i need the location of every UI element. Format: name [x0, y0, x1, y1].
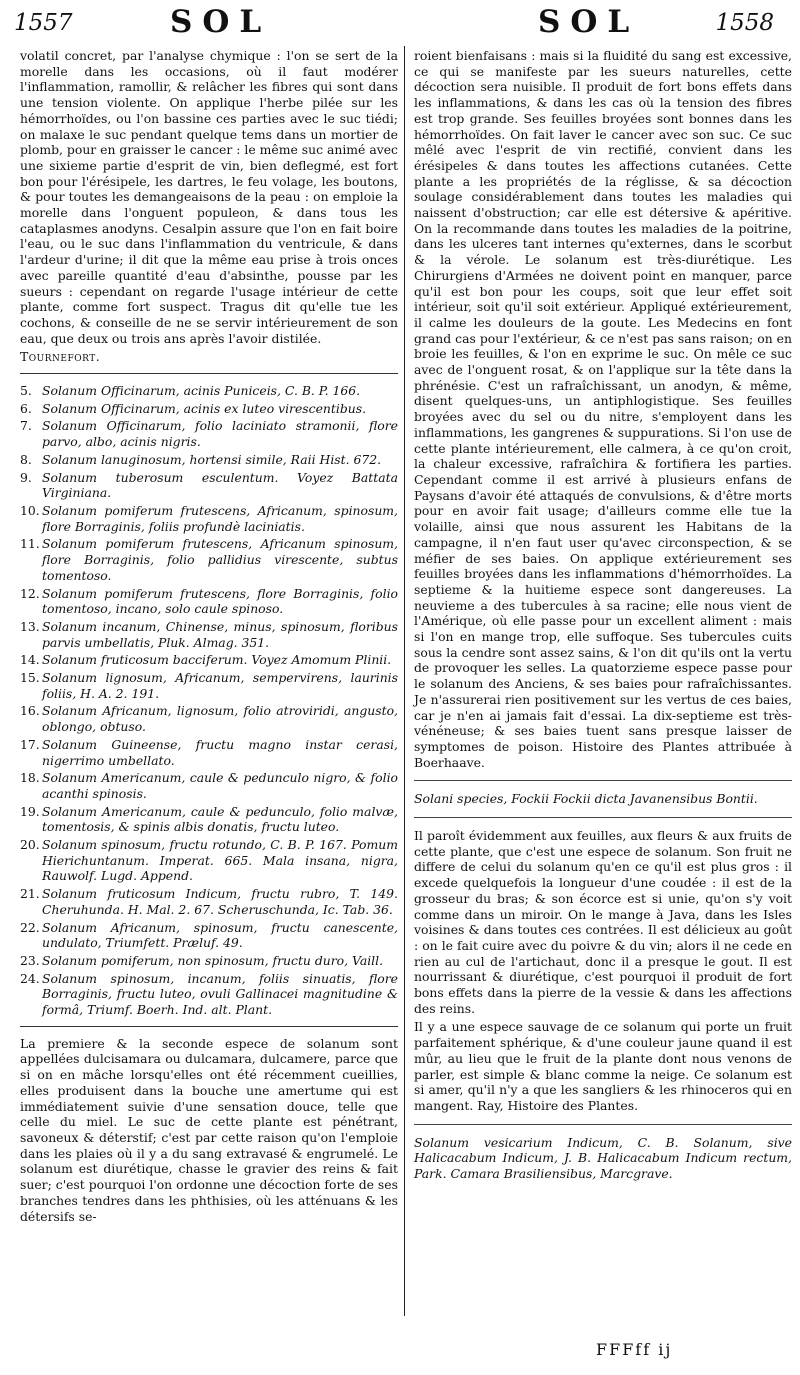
entry-number: 14. — [20, 652, 40, 668]
species-entry — [20, 703, 398, 734]
entry-number: 5. — [20, 383, 32, 399]
species-entry — [20, 401, 398, 417]
species-entry — [20, 837, 398, 884]
paragraph-java-fruit: Il paroît évidemment aux feuilles, aux fleurs & aux fruits de cette plante, que c'est une espece de solanum. Son fruit ne differe de celui du solanum qu'en ce qu'il est plus gros : il excede quelquefois la longueur d'une coudée : il est de la grosseur du bras; & son écorce est si unie, qu'on s'y voit comme dans un miroir. On le mange à Java, dans les Isles voisines & dans toutes ces contrées. Il est délicieux au goût : on le fait cuire avec du poivre & du vin; alors il ne cede en rien au cul de l'artichaut, donc il a presque le gout. Il est nourrissant & diurétique, c'est pourquoi il produit de fort bons effets dans la pierre de la vessie & dans les affections des reins. — [414, 828, 792, 1016]
species-entry — [20, 470, 398, 501]
species-entry — [20, 652, 398, 668]
entry-text: Solanum spinosum, fructu rotundo, C. B. P. 167. Pomum Hierichuntanum. Imperat. 665. Mala insana, nigra, Rauwolf. Lugd. Append. — [42, 837, 398, 884]
entry-text: Solanum fruticosum bacciferum. Voyez Amomum Plinii. — [42, 652, 392, 668]
running-header — [0, 0, 800, 44]
entry-number: 19. — [20, 803, 40, 819]
species-entry — [20, 418, 398, 449]
species-entry — [20, 971, 398, 1018]
entry-text: Solanum tuberosum esculentum. Voyez Battata Virginiana. — [42, 469, 398, 501]
entry-number: 6. — [20, 400, 32, 416]
paragraph-dulcamara: La premiere & la seconde espece de solanum sont appellées dulcisamara ou dulcamara, dulcamere, parce que si on en mâche lorsqu'elles ont été récemment cueillies, elles produisent dans la bouche une amertume qui est immédiatement suivie d'une sensation douce, telle que celle du miel. Le suc de cette plante est pénétrant, savoneux & déterstif; c'est par cette raison qu'on l'emploie dans les plaies où il y a du sang extravasé & engrumelé. Le solanum est diurétique, chasse le gravier des reins & fait suer; c'est pourquoi l'on ordonne une décoction forte de ses branches tendres dans les phthisies, où les atténuans & les détersifs se- — [20, 1035, 398, 1224]
species-entry — [20, 737, 398, 768]
entry-text: Solanum Guineense, fructu magno instar cerasi, nigerrimo umbellato. — [42, 736, 398, 768]
species-entry — [20, 503, 398, 534]
entry-number: 10. — [20, 502, 40, 518]
entry-text: Solanum pomiferum frutescens, flore Borraginis, folio tomentoso, incano, solo caule spinoso. — [42, 585, 398, 617]
paragraph-morelle: volatil concret, par l'analyse chymique : l'on se sert de la morelle dans les occasions, où il faut modérer l'inflammation, ramollir, & relâcher les fibres qui sont dans une tension violente. On applique l'herbe pilée sur les hémorrhoïdes, ou l'on bassine ces parties avec le suc tiédi; on malaxe le suc pendant quelque tems dans un mortier de plomb, pour en graisser le cancer : le même suc animé avec une sixieme partie d'esprit de vin, bien deflegmé, est fort bon pour l'érésipele, les dartres, le feu volage, les boutons, & pour toutes les demangeaisons de la peau : on emploie la morelle dans l'onguent populeon, & dans tous les cataplasmes anodyns. Cesalpin assure que l'on en fait boire l'eau, ou le suc dans l'inflammation du ventricule, & dans l'ardeur d'urine; il dit que la même eau prise à trois onces avec pareille quantité d'eau d'absinthe, pousse par les sueurs : cependant on regarde l'usage intérieur de cette plante, comme fort suspect. Tragus dit qu'elle tue les cochons, & conseille de ne se servir intérieurement de son eau, que deux ou trois ans après l'avoir distilée. — [20, 48, 398, 346]
signature-mark: FFFff ij — [596, 1340, 673, 1359]
species-entry — [20, 619, 398, 650]
species-entry — [20, 804, 398, 835]
entry-text: Solanum pomiferum frutescens, Africanum spinosum, flore Borraginis, folio pallidius virescente, subtus tomentoso. — [42, 536, 398, 583]
entry-text: Solanum Africanum, spinosum, fructu canescente, undulato, Triumfett. Præluf. 49. — [42, 919, 398, 951]
entry-number: 11. — [20, 536, 40, 552]
entry-number: 18. — [20, 770, 40, 786]
entry-text: Solanum pomiferum frutescens, Africanum, spinosum, flore Borraginis, foliis profundè laciniatis. — [42, 502, 398, 534]
section-divider — [414, 1124, 792, 1125]
entry-text: Solanum lanuginosum, hortensi simile, Raii Hist. 672. — [42, 451, 382, 467]
species-entry — [20, 383, 398, 399]
paragraph-wild-species: Il y a une espece sauvage de ce solanum qui porte un fruit parfaitement sphérique, & d'une couleur jaune quand il est mûr, au lieu que le fruit de la plante dont nous venons de parler, est simple & blanc comme la neige. Ce solanum est si amer, qu'il n'y a que les sangliers & les rhinoceros qui en mangent. Ray, Histoire des Plantes. — [414, 1019, 792, 1113]
section-divider — [20, 373, 398, 374]
entry-number: 20. — [20, 837, 40, 853]
entry-number: 15. — [20, 670, 40, 686]
entry-text: Solanum lignosum, Africanum, sempervirens, laurinis foliis, H. A. 2. 191. — [42, 670, 398, 701]
entry-text: Solanum pomiferum, non spinosum, fructu duro, Vaill. — [42, 952, 384, 968]
species-entry — [20, 770, 398, 801]
entry-number: 24. — [20, 970, 40, 986]
species-entry — [20, 452, 398, 468]
species-entry — [20, 670, 398, 701]
left-page-number: 1557 — [14, 10, 73, 36]
right-running-title: SOL — [538, 4, 640, 40]
entry-text: Solanum incanum, Chinense, minus, spinosum, floribus parvis umbellatis, Pluk. Almag. 351. — [42, 618, 398, 650]
entry-number: 17. — [20, 736, 40, 752]
right-page-number: 1558 — [715, 10, 774, 36]
species-list — [20, 383, 398, 1018]
entry-text: Solanum Americanum, caule & pedunculo, folio malvæ, tomentosis, & spinis albis donatis, fructu luteo. — [42, 803, 398, 835]
section-divider — [20, 1026, 398, 1027]
section-divider — [414, 817, 792, 818]
entry-text: Solanum spinosum, incanum, foliis sinuatis, flore Borraginis, fructu luteo, ovuli Gallinacei magnitudine & formâ, Triumf. Boerh. Ind. alt. Plant. — [42, 970, 398, 1018]
author-signature: Tournefort. — [20, 349, 101, 365]
entry-number: 23. — [20, 952, 40, 968]
entry-number: 9. — [20, 469, 32, 485]
species-entry — [20, 953, 398, 969]
species-entry — [20, 920, 398, 951]
species-entry — [20, 586, 398, 617]
section-divider — [414, 780, 792, 781]
entry-text: Solanum Officinarum, folio laciniato stramonii, flore parvo, albo, acinis nigris. — [42, 418, 398, 450]
column-divider — [404, 46, 405, 1316]
paragraph-vesicarium: Solanum vesicarium Indicum, C. B. Solanum, sive Halicacabum Indicum, J. B. Halicacabum Indicum rectum, Park. Camara Brasiliensibus, Marcgrave. — [414, 1134, 792, 1182]
entry-text: Solanum Officinarum, acinis Puniceis, C. B. P. 166. — [42, 383, 361, 399]
entry-text: Solanum Americanum, caule & pedunculo nigro, & folio acanthi spinosis. — [42, 770, 398, 801]
left-running-title: SOL — [170, 4, 272, 40]
left-column — [20, 48, 398, 1227]
paragraph-properties: roient bienfaisans : mais si la fluidité du sang est excessive, ce qui se manifeste par les sueurs naturelles, cette décoction sera nuisible. Il produit de fort bons effets dans les inflammations, & dans les cas où la tension des fibres est trop grande. Ses feuilles broyées sont bonnes dans les hémorrhoïdes. On fait laver le cancer avec son suc. Ce suc mêlé avec l'esprit de vin rectifié, convient dans les érésipeles & dans toutes les affections cutanées. Cette plante a les propriétés de la réglisse, & sa décoction soulage considérablement dans toutes les maladies qui naissent d'obstruction; car elle est détersive & apéritive. On la recommande dans toutes les maladies de la poitrine, dans les ulceres tant internes qu'externes, dans le scorbut & la vérole. Le solanum est très-diurétique. Les Chirurgiens d'Armées ne doivent point en manquer, parce qu'il est bon pour les coups, soit que leur effet soit intérieur, soit qu'il soit extérieur. Appliqué extérieurement, il calme les douleurs de la goute. Les Medecins en font grand cas pour l'extérieur, & ce n'est pas sans raison; on en broie les feuilles, & l'on en exprime le suc. On mêle ce suc avec de l'onguent rosat, & on l'applique sur la tête dans la phrénésie. C'est un rafraîchissant, un anodyn, & même, disent quelques-uns, un antiphlogistique. Ses feuilles broyées avec du sel ou du nitre, s'employent dans les inflammations, les gangrenes & suppurations. Si l'on use de cette plante intérieurement, elle calmera, à ce qu'on croit, la chaleur excessive, rafraîchira & fortifiera les parties. Cependant comme il est arrivé à plusieurs enfans de Paysans d'avoir été attaqués de convulsions, & d'être morts pour en avoir fait usage; d'ailleurs comme elle tue la volaille, ainsi que nous assurent les Habitans de la campagne, il n'en faut user qu'avec circonspection, & se méfier de ses baies. On applique extérieurement ses feuilles broyées dans les inflammations d'hémorrhoïdes. La septieme & la huitieme espece sont dangereuses. La neuvieme a des tubercules à sa racine; elle nous vient de l'Amérique, où elle passe pour un excellent aliment : mais si l'on en mange trop, elle suffoque. Ses tubercules cuits sous la cendre sont assez sains, & l'on dit qu'ils ont la vertu de provoquer les selles. La quatorzieme espece passe pour le solanum des Anciens, & ses baies pour rafraîchissantes. Je n'assurerai rien positivement sur les vertus de ces baies, car je n'en ai jamais fait d'essai. La dix-septieme est très-vénéneuse; & ses baies tuent sans presque laisser de symptomes de poison. Histoire des Plantes attribuée à Boerhaave. — [414, 48, 792, 770]
entry-number: 8. — [20, 451, 32, 467]
entry-number: 12. — [20, 585, 40, 601]
section-heading-fockii: Solani species, Fockii Fockii dicta Javanensibus Bontii. — [414, 791, 758, 807]
species-entry — [20, 886, 398, 917]
entry-number: 21. — [20, 886, 40, 902]
entry-number: 13. — [20, 618, 40, 634]
entry-text: Solanum fruticosum Indicum, fructu rubro, T. 149. Cheruhunda. H. Mal. 2. 67. Scheruschunda, Ic. Tab. 36. — [42, 886, 398, 917]
entry-number: 7. — [20, 418, 32, 434]
species-entry — [20, 536, 398, 583]
entry-text: Solanum Officinarum, acinis ex luteo virescentibus. — [42, 400, 367, 416]
entry-text: Solanum Africanum, lignosum, folio atroviridi, angusto, oblongo, obtuso. — [42, 703, 398, 735]
right-column — [414, 48, 792, 1185]
entry-number: 22. — [20, 919, 40, 935]
entry-number: 16. — [20, 703, 40, 719]
